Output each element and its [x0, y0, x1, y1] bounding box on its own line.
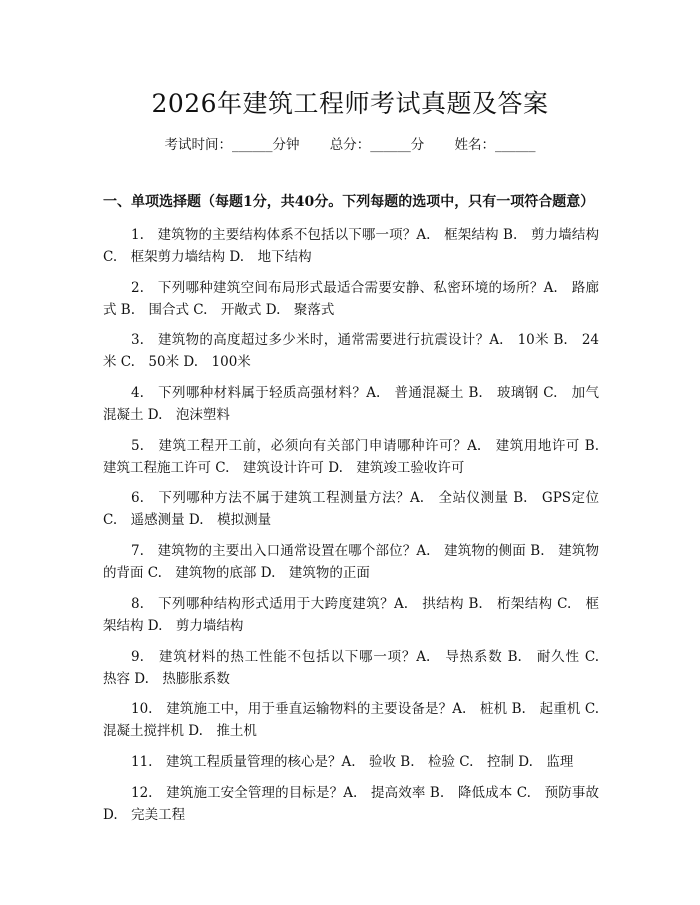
question-item: 3. 建筑物的高度超过多少米时，通常需要进行抗震设计？A. 10米 B. 24米 C. 50米 D. 100米	[103, 332, 599, 371]
question-item: 7. 建筑物的主要出入口通常设置在哪个部位？A. 建筑物的侧面 B. 建筑物的背面 C. 建筑物的底部 D. 建筑物的正面	[103, 543, 599, 582]
question-item: 8. 下列哪种结构形式适用于大跨度建筑？A. 拱结构 B. 桁架结构 C. 框架结构 D. 剪力墙结构	[103, 595, 599, 634]
exam-time: 考试时间：______分钟	[164, 137, 300, 153]
question-list	[103, 224, 613, 834]
question-item: 1. 建筑物的主要结构体系不包括以下哪一项？A. 框架结构 B. 剪力墙结构 C. 框架剪力墙结构 D. 地下结构	[103, 227, 599, 265]
exam-score: 总分：______分	[329, 137, 425, 153]
question-item: 4. 下列哪种材料属于轻质高强材料？A. 普通混凝土 B. 玻璃钢 C. 加气混凝土 D. 泡沫塑料	[103, 385, 599, 424]
exam-meta	[0, 133, 700, 153]
question-item: 10. 建筑施工中，用于垂直运输物料的主要设备是？A. 桩机 B. 起重机 C. 混凝土搅拌机 D. 推土机	[103, 701, 613, 740]
exam-name: 姓名：______	[454, 137, 536, 153]
section-heading: 一、单项选择题（每题1分，共40分。下列每题的选项中，只有一项符合题意）	[103, 194, 595, 210]
question-item: 12. 建筑施工安全管理的目标是？A. 提高效率 B. 降低成本 C. 预防事故 D. 完美工程	[103, 784, 599, 823]
question-item: 11. 建筑工程质量管理的核心是？A. 验收 B. 检验 C. 控制 D. 监理	[131, 753, 574, 770]
exam-title: 2026年建筑工程师考试真题及答案	[151, 89, 549, 118]
question-item: 9. 建筑材料的热工性能不包括以下哪一项？A. 导热系数 B. 耐久性 C. 热容 D. 热膨胀系数	[103, 648, 613, 687]
question-item: 2. 下列哪种建筑空间布局形式最适合需要安静、私密环境的场所？A. 路廊式 B. 围合式 C. 开敞式 D. 聚落式	[103, 279, 599, 318]
question-item: 6. 下列哪种方法不属于建筑工程测量方法？A. 全站仪测量 B. GPS定位 C. 遥感测量 D. 模拟测量	[103, 490, 599, 529]
question-item: 5. 建筑工程开工前，必须向有关部门申请哪种许可？A. 建筑用地许可 B. 建筑工程施工许可 C. 建筑设计许可 D. 建筑竣工验收许可	[103, 437, 613, 476]
